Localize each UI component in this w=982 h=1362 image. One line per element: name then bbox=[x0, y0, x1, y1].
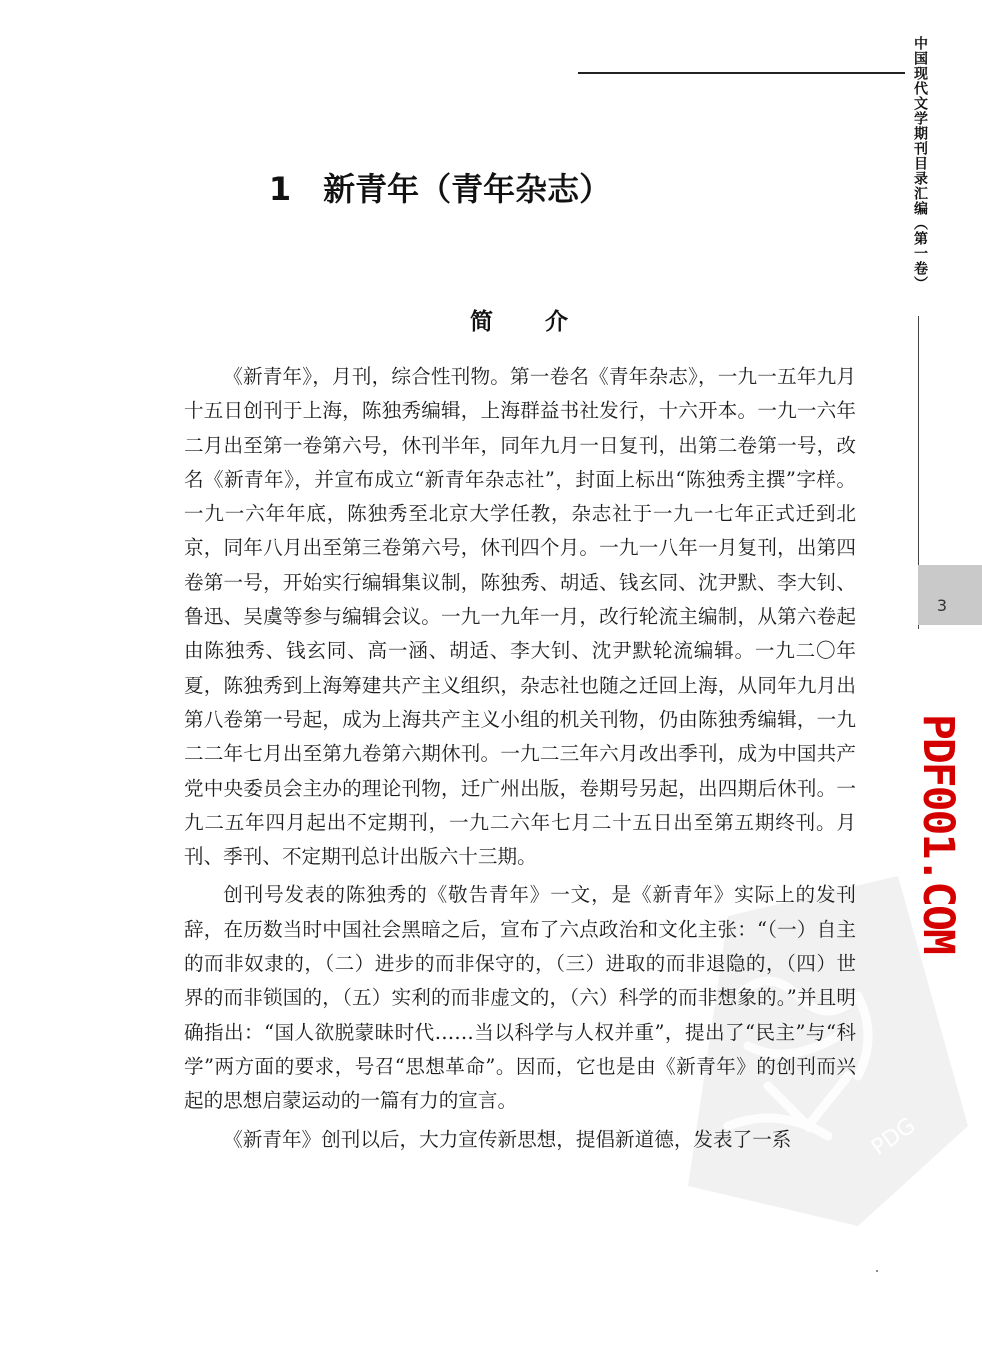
seal-mark: PDG bbox=[867, 1113, 921, 1161]
page-tab bbox=[918, 565, 982, 625]
section-title: 简 介 bbox=[470, 309, 570, 335]
paragraph-intro: 《新青年》，月刊，综合性刊物。第一卷名《青年杂志》，一九一五年九月十五日创刊于上海，陈独秀编辑，上海群益书社发行，十六开本。一九一六年二月出至第一卷第六号，休刊半年，同年九月一日复刊，出第二卷第一号，改名《新青年》，并宣布成立“新青年杂志社”，封面上标出“陈独秀主撰”字样。一九一六年年底，陈独秀至北京大学任教，杂志社于一九一七年正式迁到北京，同年八月出至第三卷第六号，休刊四个月。一九一八年一月复刊，出第四卷第一号，开始实行编辑集议制，陈独秀、胡适、钱玄同、沈尹默、李大钊、鲁迅、吴虞等参与编辑会议。一九一九年一月，改行轮流主编制，从第六卷起由陈独秀、钱玄同、高一涵、胡适、李大钊、沈尹默轮流编辑。一九二〇年夏，陈独秀到上海筹建共产主义组织，杂志社也随之迁回上海，从同年九月出第八卷第一号起，成为上海共产主义小组的机关刊物，仍由陈独秀编辑，一九二二年七月出至第九卷第六期休刊。一九二三年六月改出季刊，成为中国共产党中央委员会主办的理论刊物，迁广州出版，卷期号另起，出四期后休刊。一九二五年四月起出不定期刊，一九二六年七月二十五日出至第五期终刊。月刊、季刊、不定期刊总计出版六十三期。 bbox=[184, 365, 856, 869]
paragraph-continuation: 《新青年》创刊以后，大力宣传新思想，提倡新道德，发表了一系 bbox=[223, 1127, 792, 1151]
page-number: 3 bbox=[936, 596, 948, 615]
body-text bbox=[184, 360, 856, 1157]
watermark-site: PDF001.COM bbox=[913, 714, 963, 953]
chapter-title: 1 新青年（青年杂志） bbox=[268, 170, 612, 208]
speck bbox=[876, 1270, 878, 1272]
paragraph-manifesto: 创刊号发表的陈独秀的《敬告青年》一文，是《新青年》实际上的发刊辞，在历数当时中国社会黑暗之后，宣布了六点政治和文化主张：“（一）自主的而非奴隶的，（二）进步的而非保守的，（三）进取的而非退隐的，（四）世界的而非锁国的，（五）实利的而非虚文的，（六）科学的而非想象的。”并且明确指出：“国人欲脱蒙昧时代……当以科学与人权并重”，提出了“民主”与“科学”两方面的要求，号召“思想革命”。因而，它也是由《新青年》的创刊而兴起的思想启蒙运动的一篇有力的宣言。 bbox=[184, 883, 856, 1113]
series-title: 中国现代文学期刊目录汇编（第一卷） bbox=[912, 36, 928, 291]
header-rule bbox=[578, 72, 905, 74]
